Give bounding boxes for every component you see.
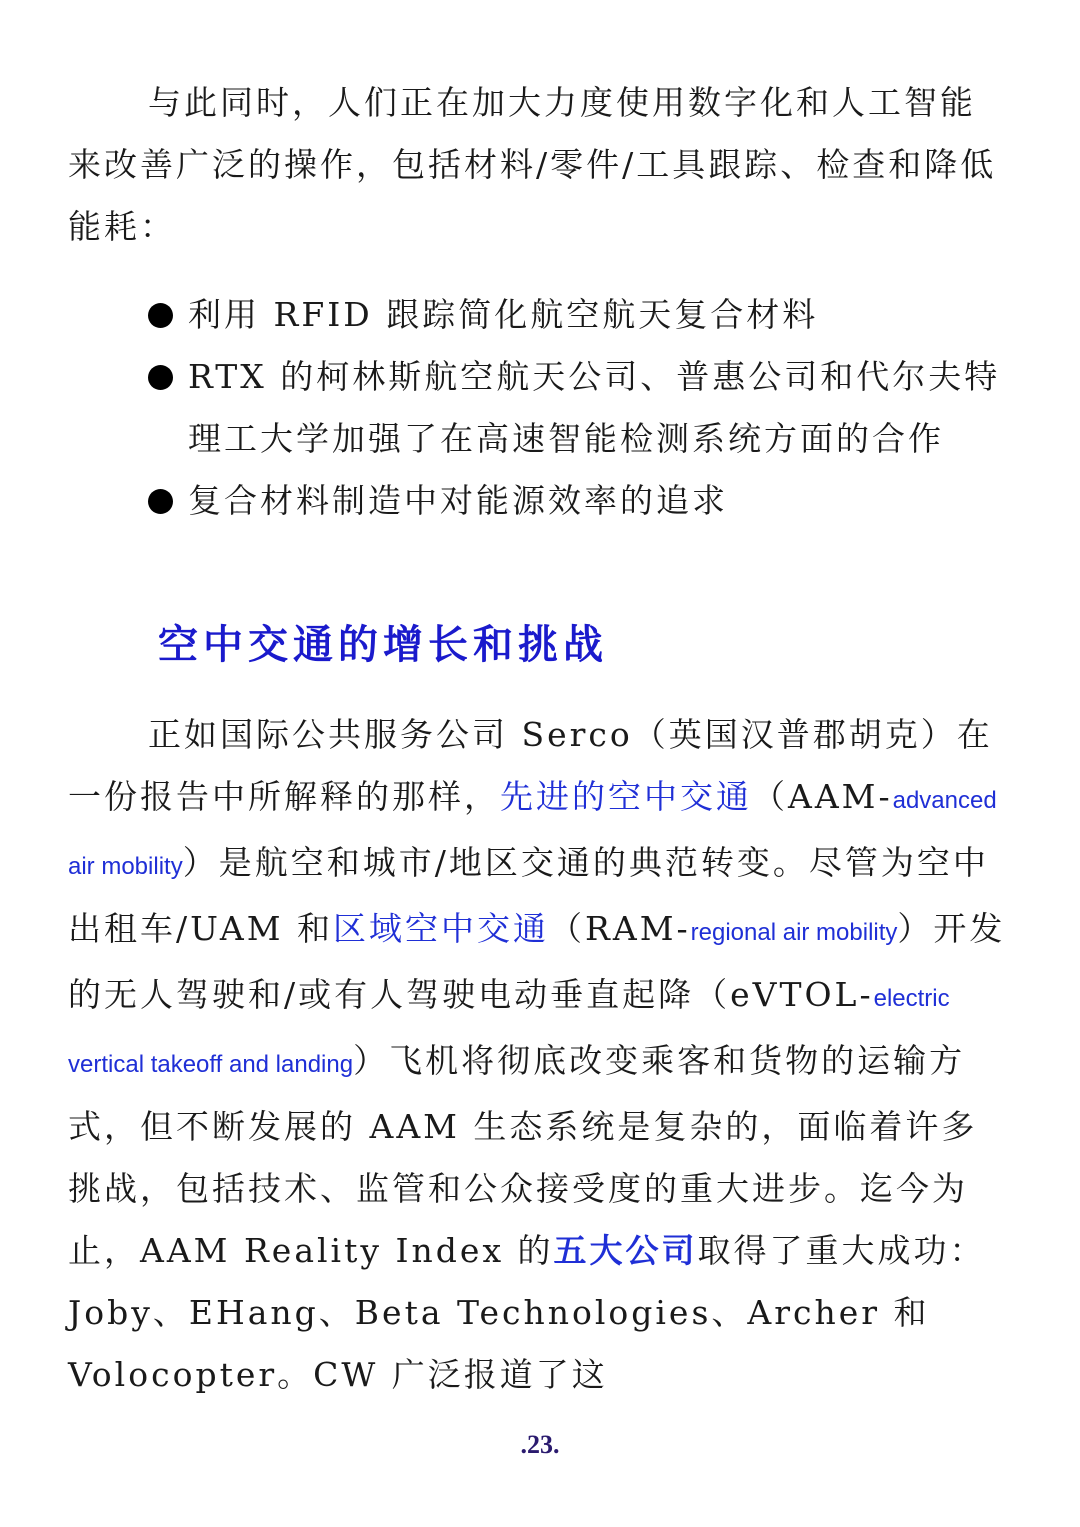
- ram-link[interactable]: 区域空中交通: [333, 909, 550, 948]
- body-text: 取得了重大成功：Joby、EHang、Beta Technologies、Archer 和 Volocopter。CW 广泛报道了这: [68, 1231, 986, 1394]
- evtol-english-term: electric vertical takeoff and landing: [68, 985, 950, 1078]
- section-heading: 空中交通的增长和挑战: [158, 621, 608, 668]
- body-text: 正如国际公共服务公司 Serco（英国汉普郡胡克）在一份报告中所解释的那样，: [68, 715, 993, 816]
- bullet-text: 利用 RFID 跟踪简化航空航天复合材料: [188, 295, 819, 334]
- intro-paragraph: 与此同时，人们正在加大力度使用数字化和人工智能来改善广泛的操作，包括材料/零件/工具跟踪、检查和降低能耗：: [68, 83, 997, 246]
- body-text: ）飞机将彻底改变乘客和货物的运输方式，但不断发展的 AAM 生态系统是复杂的，面临着许多挑战，包括技术、监管和公众接受度的重大进步。迄今为止，AAM Reality Index 的: [68, 1041, 978, 1270]
- bullet-text: RTX 的柯林斯航空航天公司、普惠公司和代尔夫特理工大学加强了在高速智能检测系统方面的合作: [188, 357, 1001, 458]
- aam-english-term: advanced air mobility: [68, 787, 997, 880]
- bullet-icon: [148, 365, 173, 390]
- aam-link[interactable]: 先进的空中交通: [500, 777, 752, 816]
- bullet-text: 复合材料制造中对能源效率的追求: [188, 481, 728, 520]
- top-five-link[interactable]: 五大公司: [553, 1231, 698, 1270]
- bullet-icon: [148, 489, 173, 514]
- list-item: [148, 470, 1008, 532]
- ram-english-term: regional air mobility: [690, 919, 898, 946]
- page-number: .23.: [520, 1430, 560, 1459]
- bullet-list: [148, 284, 1008, 532]
- body-paragraph: [68, 704, 1008, 1406]
- bullet-icon: [148, 303, 173, 328]
- list-item: [148, 284, 1008, 346]
- body-text: ）是航空和城市/地区交通的典范转变。尽管为空中出租车/UAM 和: [68, 843, 989, 948]
- body-text: （RAM-: [549, 909, 691, 948]
- list-item: [148, 346, 1008, 470]
- body-text: （AAM-: [752, 777, 893, 816]
- body-text: ）开发的无人驾驶和/或有人驾驶电动垂直起降（eVTOL-: [68, 909, 1006, 1014]
